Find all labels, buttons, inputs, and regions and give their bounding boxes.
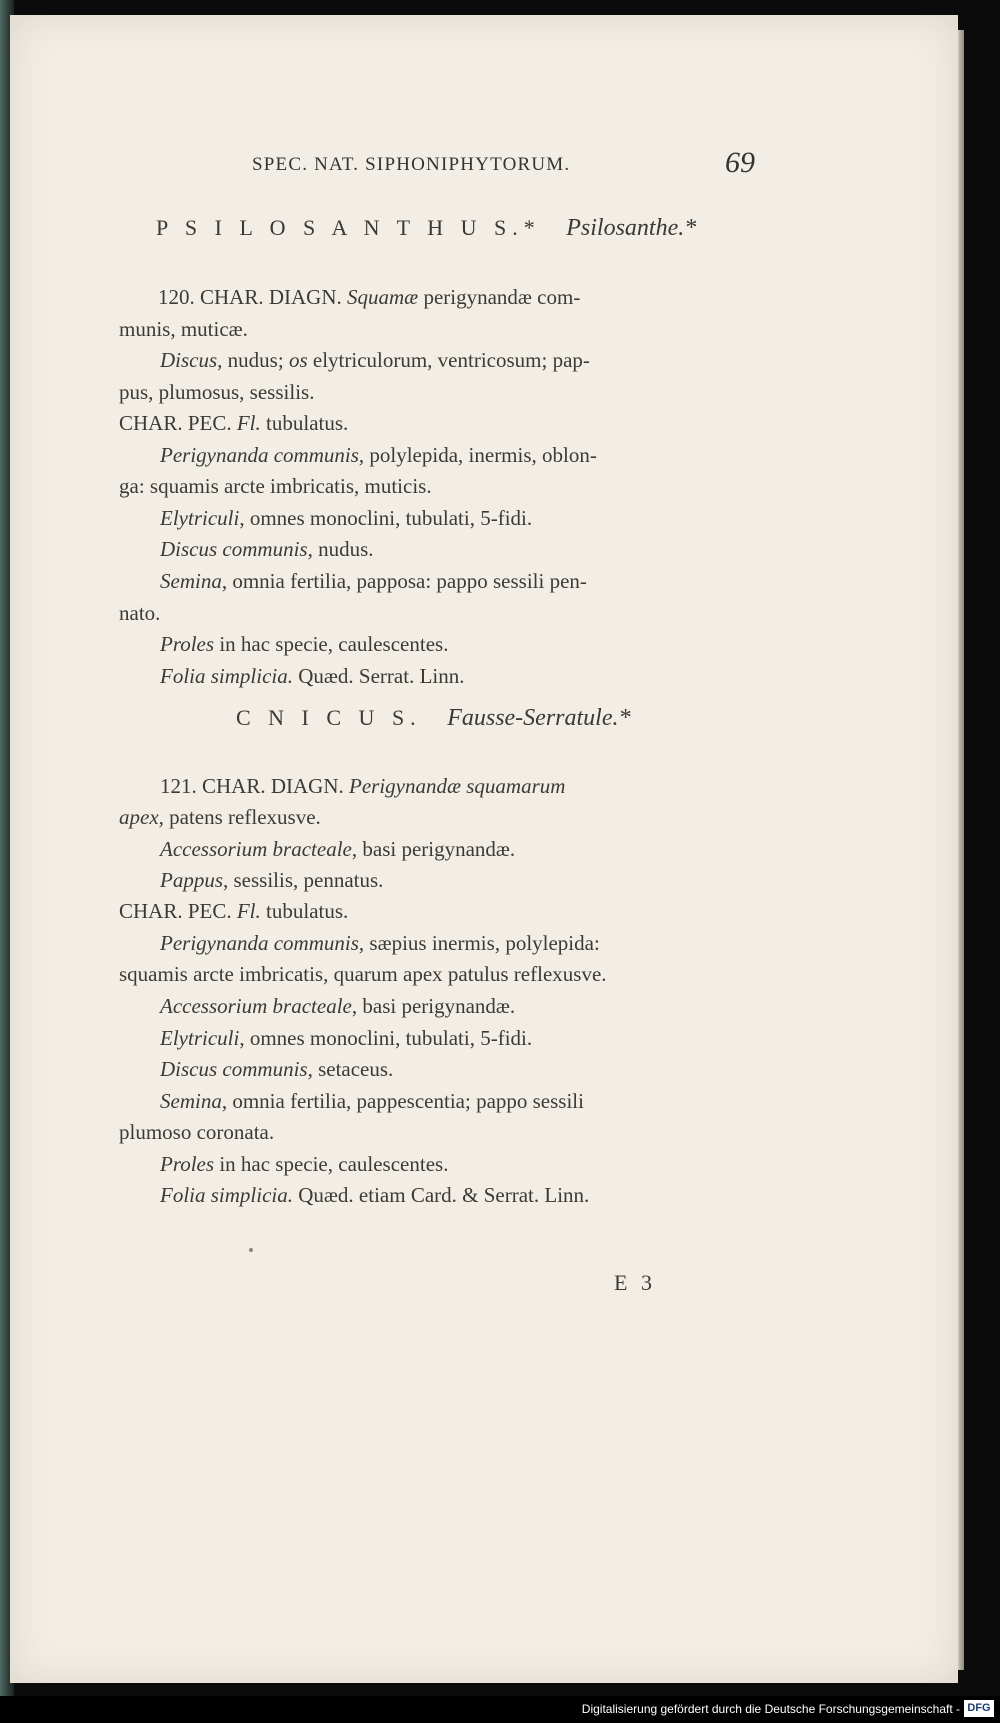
entry-number: 120. CHAR. DIAGN. <box>158 285 347 309</box>
entry-121-line-1: 121. CHAR. DIAGN. Perigynandæ squamarum <box>160 774 566 798</box>
entry-121-line-3: Accessorium bracteale, basi perigynandæ. <box>160 837 516 861</box>
entry-121-line-4: Pappus, sessilis, pennatus. <box>160 868 384 892</box>
entry-120-line-11: nato. <box>119 601 161 625</box>
entry-120-line-8: Elytriculi, omnes monoclini, tubulati, 5-fidi. <box>160 506 533 530</box>
dfg-logo: DFG <box>964 1700 994 1717</box>
page-number: 69 <box>725 146 755 179</box>
entry-120-line-13: Folia simplicia. Quæd. Serrat. Linn. <box>160 664 465 688</box>
genus-french-name: Fausse-Serratule.* <box>447 705 631 731</box>
entry-120-line-3: Discus, nudus; os elytriculorum, ventricosum; pap- <box>160 348 590 372</box>
entry-121-line-10: Discus communis, setaceus. <box>160 1057 394 1081</box>
entry-121-line-12: plumoso coronata. <box>119 1120 275 1144</box>
entry-120-line-4: pus, plumosus, sessilis. <box>119 380 315 404</box>
entry-120-line-10: Semina, omnia fertilia, papposa: pappo sessili pen- <box>160 569 587 593</box>
footer-bar <box>0 1696 1000 1723</box>
entry-number: 121. CHAR. DIAGN. <box>160 774 349 798</box>
entry-121-line-7: squamis arcte imbricatis, quarum apex patulus reflexusve. <box>119 962 607 986</box>
entry-120-line-6: Perigynanda communis, polylepida, inermis, oblon- <box>160 443 597 467</box>
entry-121-line-2: apex, patens reflexusve. <box>119 805 321 829</box>
genus-name: P S I L O S A N T H U S.* <box>156 215 541 240</box>
entry-121-line-8: Accessorium bracteale, basi perigynandæ. <box>160 994 516 1018</box>
entry-121-line-14: Folia simplicia. Quæd. etiam Card. & Serrat. Linn. <box>160 1183 590 1207</box>
entry-120-line-2: munis, muticæ. <box>119 317 248 341</box>
entry-120-line-7: ga: squamis arcte imbricatis, muticis. <box>119 474 432 498</box>
genus-title-psilosanthus <box>156 215 696 241</box>
entry-120-line-12: Proles in hac specie, caulescentes. <box>160 632 449 656</box>
entry-120-line-5: CHAR. PEC. Fl. tubulatus. <box>119 411 349 435</box>
running-title: SPEC. NAT. SIPHONIPHYTORUM. <box>252 154 571 175</box>
entry-121-line-11: Semina, omnia fertilia, pappescentia; pappo sessili <box>160 1089 584 1113</box>
genus-title-cnicus <box>236 705 631 731</box>
ink-speck <box>249 1248 253 1252</box>
entry-120-line-9: Discus communis, nudus. <box>160 537 374 561</box>
entry-121-line-6: Perigynanda communis, sæpius inermis, polylepida: <box>160 931 600 955</box>
genus-name: C N I C U S. <box>236 705 422 730</box>
entry-121-line-9: Elytriculi, omnes monoclini, tubulati, 5-fidi. <box>160 1026 533 1050</box>
signature-mark: E 3 <box>614 1270 656 1295</box>
entry-120-line-1: 120. CHAR. DIAGN. Squamæ perigynandæ com- <box>158 285 581 309</box>
entry-121-line-13: Proles in hac specie, caulescentes. <box>160 1152 449 1176</box>
entry-121-line-5: CHAR. PEC. Fl. tubulatus. <box>119 899 349 923</box>
footer-credit: Digitalisierung gefördert durch die Deutsche Forschungsgemeinschaft - <box>581 1702 960 1716</box>
page-edge-shadow <box>958 30 964 1670</box>
genus-french-name: Psilosanthe.* <box>566 215 697 241</box>
